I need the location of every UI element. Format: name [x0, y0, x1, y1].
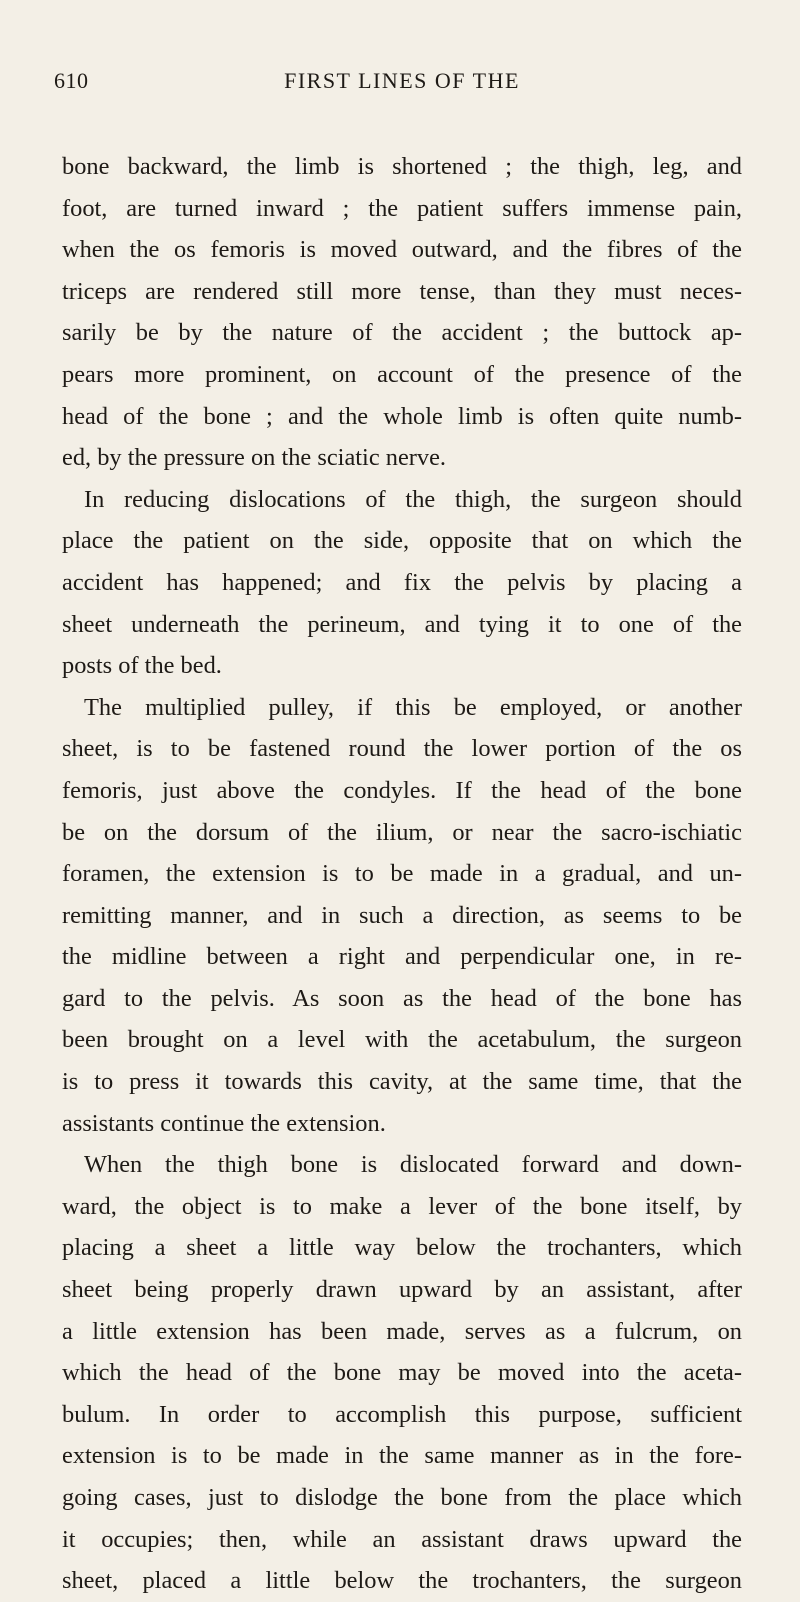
text-line: which the head of the bone may be moved into the aceta-	[62, 1359, 742, 1387]
text-line: foot, are turned inward ; the patient suffers immense pain,	[62, 194, 742, 222]
text-line: The multiplied pulley, if this be employed, or another	[84, 693, 742, 721]
text-line: foramen, the extension is to be made in a gradual, and un-	[62, 860, 742, 888]
text-line: sarily be by the nature of the accident ; the buttock ap-	[62, 319, 742, 347]
text-line: is to press it towards this cavity, at the same time, that the	[62, 1068, 742, 1096]
text-line: going cases, just to dislodge the bone from the place which	[62, 1484, 742, 1511]
text-line: head of the bone ; and the whole limb is often quite numb-	[62, 402, 742, 430]
body-text	[62, 146, 742, 1602]
text-line: ed, by the pressure on the sciatic nerve.	[62, 444, 447, 472]
text-line: femoris, just above the condyles. If the head of the bone	[62, 776, 742, 804]
text-line: extension is to be made in the same manner as in the fore-	[62, 1442, 742, 1470]
text-line: place the patient on the side, opposite that on which the	[62, 527, 742, 555]
text-line: placing a sheet a little way below the trochanters, which	[62, 1234, 742, 1262]
text-line: ward, the object is to make a lever of the bone itself, by	[62, 1192, 742, 1220]
text-line: the midline between a right and perpendicular one, in re-	[62, 943, 742, 971]
text-line: a little extension has been made, serves as a fulcrum, on	[62, 1317, 742, 1345]
text-line: sheet being properly drawn upward by an assistant, after	[62, 1276, 742, 1304]
text-line: be on the dorsum of the ilium, or near the sacro-ischiatic	[62, 818, 742, 846]
running-title: FIRST LINES OF THE	[284, 68, 520, 93]
text-line: it occupies; then, while an assistant draws upward the	[62, 1525, 742, 1553]
text-line: sheet, is to be fastened round the lower portion of the os	[62, 735, 742, 763]
text-line: bone backward, the limb is shortened ; the thigh, leg, and	[62, 153, 742, 180]
text-line: been brought on a level with the acetabulum, the surgeon	[62, 1026, 742, 1054]
text-line: In reducing dislocations of the thigh, the surgeon should	[84, 485, 742, 513]
text-line: triceps are rendered still more tense, than they must neces-	[62, 277, 742, 305]
text-line: when the os femoris is moved outward, and the fibres of the	[62, 236, 742, 264]
text-line: assistants continue the extension.	[62, 1109, 386, 1137]
text-line: pears more prominent, on account of the presence of the	[62, 360, 742, 388]
text-line: remitting manner, and in such a direction, as seems to be	[62, 901, 742, 929]
text-line: posts of the bed.	[62, 652, 222, 680]
text-line: gard to the pelvis. As soon as the head of the bone has	[62, 984, 742, 1012]
text-line: bulum. In order to accomplish this purpose, sufficient	[62, 1400, 742, 1428]
running-head	[54, 68, 742, 102]
text-line: sheet, placed a little below the trochanters, the surgeon	[62, 1567, 742, 1595]
text-line: accident has happened; and fix the pelvis by placing a	[62, 568, 742, 596]
page-number: 610	[54, 68, 89, 93]
text-line: When the thigh bone is dislocated forward and down-	[84, 1151, 742, 1179]
text-line: sheet underneath the perineum, and tying it to one of the	[62, 610, 742, 638]
